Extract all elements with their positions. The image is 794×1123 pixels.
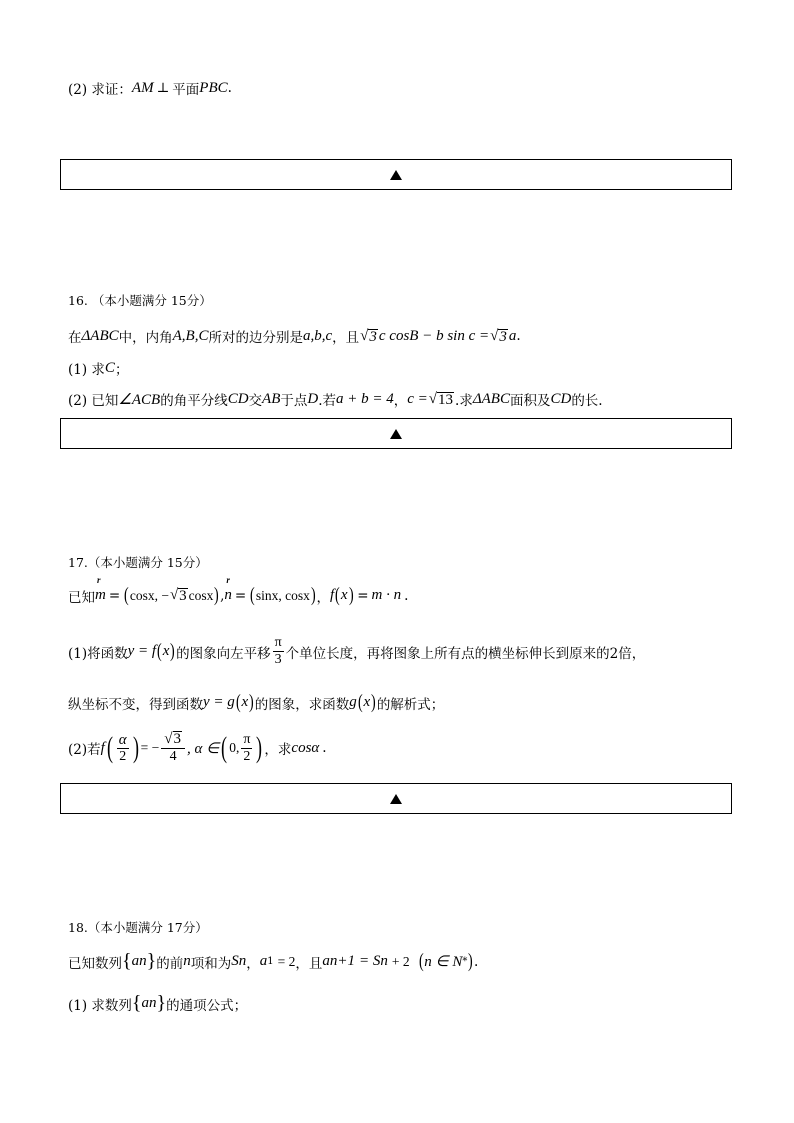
sqrt-symbol: √ 13 xyxy=(428,390,454,408)
fraction: √ 3 4 xyxy=(161,731,185,765)
q17-line1: 已知 r m = ( cosx, − √ 3 cosx ) , r n = ( sinx, cosx ) ， f ( x ) = m · n . xyxy=(68,575,409,606)
sqrt-symbol: √ 3 xyxy=(164,731,182,747)
vector-n: r n xyxy=(224,575,232,603)
vector-m: r m xyxy=(95,575,106,603)
answer-triangle-icon xyxy=(390,170,402,180)
fraction: $\frac{\pi}{2}$ xyxy=(243,731,251,764)
answer-box-16[interactable] xyxy=(60,418,732,449)
q17-line3: 纵坐标不变，得到函数 y = g ( x ) 的图象，求函数 g ( x ) 的解析式； xyxy=(68,691,445,713)
fraction: $\frac{\alpha}{2}$ xyxy=(118,731,127,764)
q17-line2: (1)将函数 y = f ( x ) 的图象向左平移 $\frac{\pi}{3}$ 个单位长度，再将图象上所有点的横坐标伸长到原来的2倍， xyxy=(68,635,646,667)
fraction: $\frac{\pi}{3}$ xyxy=(274,635,282,667)
q15-part2: (2) 求证： AM ⊥ 平面 PBC . xyxy=(68,79,232,98)
q16-part2: (2) 已知 ∠ACB 的角平分线 CD 交 AB 于点 D .若 a + b = 4 ， c = √ 13 .求 ΔABC 面积及 CD 的长. xyxy=(68,390,603,409)
answer-triangle-icon xyxy=(390,794,402,804)
q18-part1: (1) 求数列 { a n } 的通项公式； xyxy=(68,992,248,1014)
q16-stem: 在 ΔABC 中，内角 A,B,C 所对的边分别是 a,b,c ，且 √ 3 c cosB − b sin c = √ 3 a . xyxy=(68,327,521,346)
sqrt-symbol: √ 3 xyxy=(360,327,377,345)
q18-line1: 已知数列 { a n } 的前 n 项和为 S n ， a 1 = 2 ，且 a n+1 = S n + 2 ( n ∈ N * ) . xyxy=(68,950,479,972)
q18-heading: 18.（本小题满分 17分） xyxy=(68,920,208,935)
q17-heading: 17.（本小题满分 15分） xyxy=(68,555,208,570)
sqrt-symbol: √ 3 xyxy=(169,587,187,604)
answer-box-17[interactable] xyxy=(60,783,732,814)
q17-line4: (2)若 f ( $\frac{\alpha}{2}$ ) = − √ 3 4 , α ∈ ( 0, $\frac{\pi}{2}$ ) ，求 cosα . xyxy=(68,731,327,764)
answer-triangle-icon xyxy=(390,429,402,439)
q16-heading: 16. （本小题满分 15分） xyxy=(68,293,212,308)
sqrt-symbol: √ 3 xyxy=(490,327,507,345)
q16-part1: (1) 求 C ； xyxy=(68,359,129,378)
answer-box-15[interactable] xyxy=(60,159,732,190)
